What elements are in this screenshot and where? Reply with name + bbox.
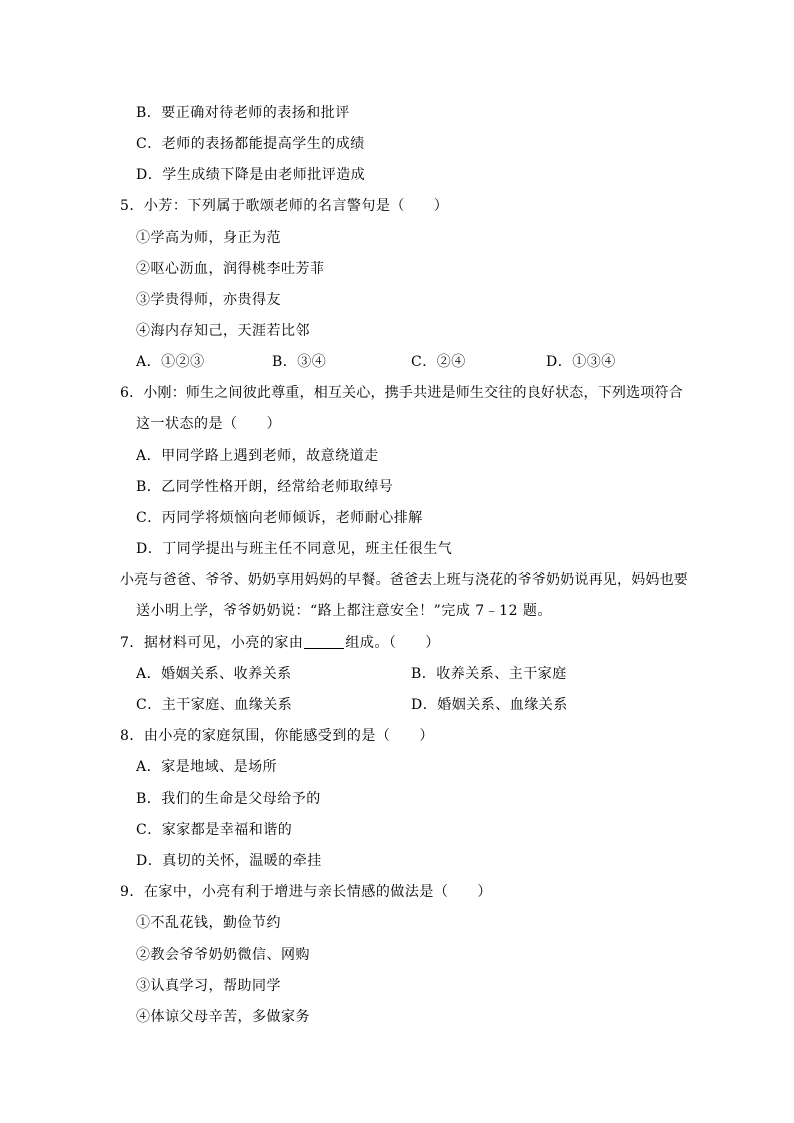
material-line1: 小亮与爸爸、爷爷、奶奶享用妈妈的早餐。爸爸去上班与浇花的爷爷奶奶说再见，妈妈也要: [120, 572, 688, 588]
q5-item-3: ③学贵得师，亦贵得友: [136, 292, 281, 308]
q4-option-b: B．要正确对待老师的表扬和批评: [136, 105, 350, 121]
q5-stem: 5．小芳：下列属于歌颂老师的名言警句是（ ）: [120, 198, 449, 214]
q9-stem: 9．在家中，小亮有利于增进与亲长情感的做法是（ ）: [120, 884, 492, 900]
material-line2: 送小明上学，爷爷奶奶说：“路上都注意安全！”完成 7﹣12 题。: [136, 603, 552, 619]
q7-choice-b: B．收养关系、主干家庭: [411, 666, 567, 682]
q7-stem-after: 组成。（ ）: [345, 635, 440, 651]
q9-item-4: ④体谅父母辛苦，多做家务: [136, 1009, 310, 1025]
q5-choice-a: A．①②③: [136, 354, 205, 370]
q6-option-a: A．甲同学路上遇到老师，故意绕道走: [136, 448, 379, 464]
q4-option-d: D．学生成绩下降是由老师批评造成: [136, 167, 366, 183]
q9-item-2: ②教会爷爷奶奶微信、网购: [136, 947, 310, 963]
q8-option-c: C．家家都是幸福和谐的: [136, 822, 293, 838]
q6-stem-line2: 这一状态的是（ ）: [136, 416, 281, 432]
q7-choice-d: D．婚姻关系、血缘关系: [411, 697, 568, 713]
q6-option-d: D．丁同学提出与班主任不同意见，班主任很生气: [136, 541, 453, 557]
q9-item-3: ③认真学习，帮助同学: [136, 978, 281, 994]
q8-stem: 8．由小亮的家庭氛围，你能感受到的是（ ）: [120, 728, 434, 744]
q5-choice-d: D．①③④: [546, 354, 616, 370]
q5-choice-c: C．②④: [411, 354, 466, 370]
q5-item-2: ②呕心沥血，润得桃李吐芳菲: [136, 261, 325, 277]
q7-stem: [120, 634, 440, 652]
q5-item-1: ①学高为师，身正为范: [136, 230, 281, 246]
q7-choice-a: A．婚姻关系、收养关系: [136, 666, 292, 682]
q6-stem-line1: 6．小刚：师生之间彼此尊重，相互关心，携手共进是师生交往的良好状态，下列选项符合: [120, 385, 683, 401]
q5-choice-b: B．③④: [272, 354, 327, 370]
q6-option-b: B．乙同学性格开朗，经常给老师取绰号: [136, 479, 394, 495]
q6-option-c: C．丙同学将烦恼向老师倾诉，老师耐心排解: [136, 510, 423, 526]
q5-item-4: ④海内存知己，天涯若比邻: [136, 323, 310, 339]
q8-option-b: B．我们的生命是父母给予的: [136, 791, 321, 807]
q7-choice-c: C．主干家庭、血缘关系: [136, 697, 293, 713]
q9-item-1: ①不乱花钱，勤俭节约: [136, 915, 281, 931]
q7-stem-before: 7．据材料可见，小亮的家由: [120, 635, 304, 651]
q7-answer-blank: [304, 634, 344, 649]
q4-option-c: C．老师的表扬都能提高学生的成绩: [136, 136, 365, 152]
q8-option-d: D．真切的关怀，温暖的牵挂: [136, 853, 322, 869]
q8-option-a: A．家是地域、是场所: [136, 759, 278, 775]
